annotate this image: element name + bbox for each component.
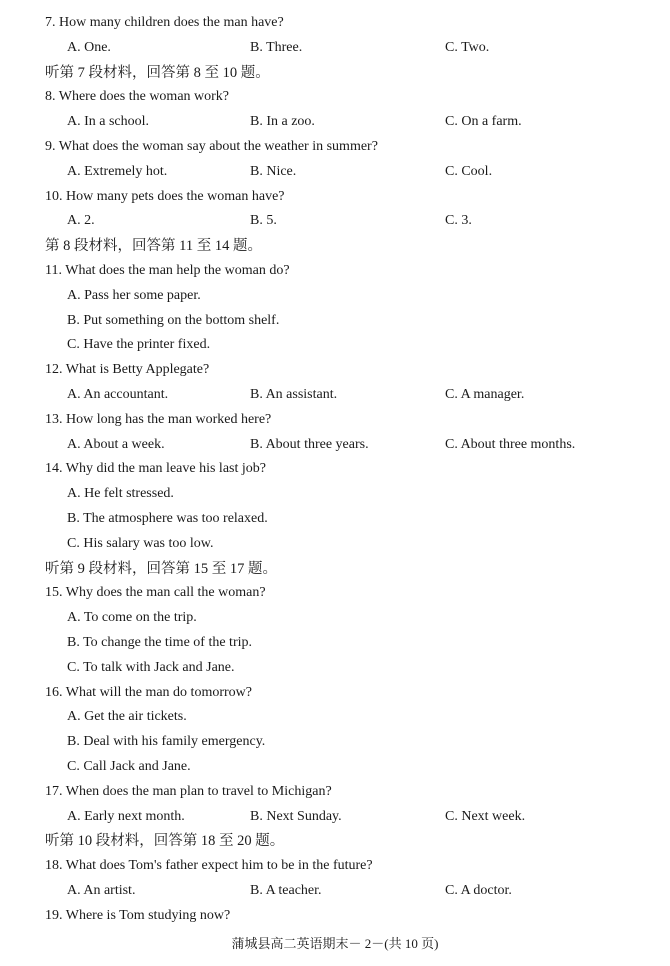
- options-row: [0, 36, 670, 60]
- answer-option-c: C. On a farm.: [445, 114, 522, 130]
- answer-option-b: B. 5.: [250, 213, 277, 229]
- question-line: [0, 581, 670, 605]
- answer-option-b: B. A teacher.: [250, 883, 322, 898]
- option-line: [0, 656, 670, 680]
- option-line: [0, 755, 670, 779]
- answer-option-b: B. In a zoo.: [250, 114, 315, 130]
- section-instruction: [0, 61, 670, 85]
- option-line: [0, 705, 670, 729]
- answer-option-b: B. Next Sunday.: [250, 808, 342, 824]
- answer-option: B. To change the time of the trip.: [67, 635, 252, 650]
- answer-option-a: A. About a week.: [67, 436, 165, 452]
- option-line: [0, 532, 670, 556]
- question-text: 9. What does the woman say about the weather in summer?: [45, 139, 378, 154]
- answer-option-a: A. In a school.: [67, 114, 150, 130]
- section-instruction: [0, 557, 670, 581]
- options-row: [0, 110, 670, 134]
- question-text: 14. Why did the man leave his last job?: [45, 461, 266, 477]
- section-instruction-text: 听第 9 段材料，回答第 15 至 17 题。: [45, 560, 277, 577]
- option-line: [0, 309, 670, 333]
- question-text: 11. What does the man help the woman do?: [45, 263, 290, 278]
- question-line: [0, 408, 670, 432]
- question-line: [0, 780, 670, 804]
- option-line: [0, 482, 670, 506]
- answer-option-c: C. About three months.: [445, 436, 576, 452]
- options-row: [0, 160, 670, 184]
- question-text: 18. What does Tom's father expect him to be in the future?: [45, 858, 373, 874]
- answer-option-b: B. About three years.: [250, 436, 369, 452]
- answer-option: C. Call Jack and Jane.: [67, 759, 191, 774]
- question-text: 7. How many children does the man have?: [45, 15, 284, 30]
- page-footer: 蒲城县高二英语期末－ 2－(共 10 页): [231, 936, 439, 951]
- question-line: [0, 259, 670, 283]
- question-text: 19. Where is Tom studying now?: [45, 907, 231, 923]
- answer-option-b: B. Nice.: [250, 163, 297, 179]
- answer-option: B. Deal with his family emergency.: [67, 734, 266, 750]
- answer-option: B. The atmosphere was too relaxed.: [67, 511, 268, 526]
- option-line: [0, 284, 670, 308]
- question-line: [0, 11, 670, 35]
- answer-option-a: A. Early next month.: [67, 808, 185, 824]
- question-line: [0, 358, 670, 382]
- answer-option-b: B. Three.: [250, 39, 303, 55]
- answer-option-c: C. 3.: [445, 213, 472, 229]
- option-line: [0, 631, 670, 655]
- options-row: [0, 805, 670, 829]
- answer-option-a: A. An artist.: [67, 883, 136, 898]
- section-instruction-text: 第 8 段材料，回答第 11 至 14 题。: [45, 238, 262, 255]
- section-instruction: [0, 829, 670, 853]
- answer-option-a: A. An accountant.: [67, 387, 169, 402]
- answer-option-c: C. A manager.: [445, 387, 525, 402]
- options-row: [0, 879, 670, 903]
- answer-option-a: A. One.: [67, 39, 111, 55]
- answer-option: C. To talk with Jack and Jane.: [67, 659, 235, 675]
- answer-option: C. His salary was too low.: [67, 535, 214, 551]
- options-row: [0, 433, 670, 457]
- options-row: [0, 383, 670, 407]
- answer-option-c: C. Next week.: [445, 808, 526, 824]
- section-instruction-text: 听第 10 段材料，回答第 18 至 20 题。: [45, 833, 285, 850]
- answer-option: A. He felt stressed.: [67, 486, 174, 502]
- answer-option: A. Pass her some paper.: [67, 287, 201, 303]
- option-line: [0, 333, 670, 357]
- question-line: [0, 854, 670, 878]
- question-line: [0, 185, 670, 209]
- question-text: 16. What will the man do tomorrow?: [45, 684, 252, 700]
- option-line: [0, 730, 670, 754]
- options-row: [0, 209, 670, 233]
- question-text: 12. What is Betty Applegate?: [45, 362, 210, 378]
- option-line: [0, 507, 670, 531]
- question-text: 15. Why does the man call the woman?: [45, 585, 266, 601]
- question-line: [0, 85, 670, 109]
- answer-option-c: C. A doctor.: [445, 883, 512, 898]
- question-line: [0, 681, 670, 705]
- answer-option-c: C. Cool.: [445, 163, 493, 179]
- question-line: [0, 904, 670, 928]
- answer-option: B. Put something on the bottom shelf.: [67, 312, 280, 328]
- question-line: [0, 457, 670, 481]
- answer-option: A. Get the air tickets.: [67, 709, 187, 725]
- answer-option-b: B. An assistant.: [250, 387, 338, 402]
- question-line: [0, 135, 670, 159]
- question-text: 8. Where does the woman work?: [45, 89, 230, 105]
- answer-option-a: A. 2.: [67, 213, 95, 229]
- section-instruction: [0, 234, 670, 258]
- question-text: 13. How long has the man worked here?: [45, 411, 272, 427]
- answer-option: A. To come on the trip.: [67, 610, 197, 626]
- answer-option-a: A. Extremely hot.: [67, 163, 168, 179]
- answer-option-c: C. Two.: [445, 39, 490, 55]
- question-text: 10. How many pets does the woman have?: [45, 188, 285, 204]
- answer-option: C. Have the printer fixed.: [67, 337, 211, 353]
- section-instruction-text: 听第 7 段材料，回答第 8 至 10 题。: [45, 64, 270, 81]
- option-line: [0, 606, 670, 630]
- question-text: 17. When does the man plan to travel to Michigan?: [45, 783, 332, 799]
